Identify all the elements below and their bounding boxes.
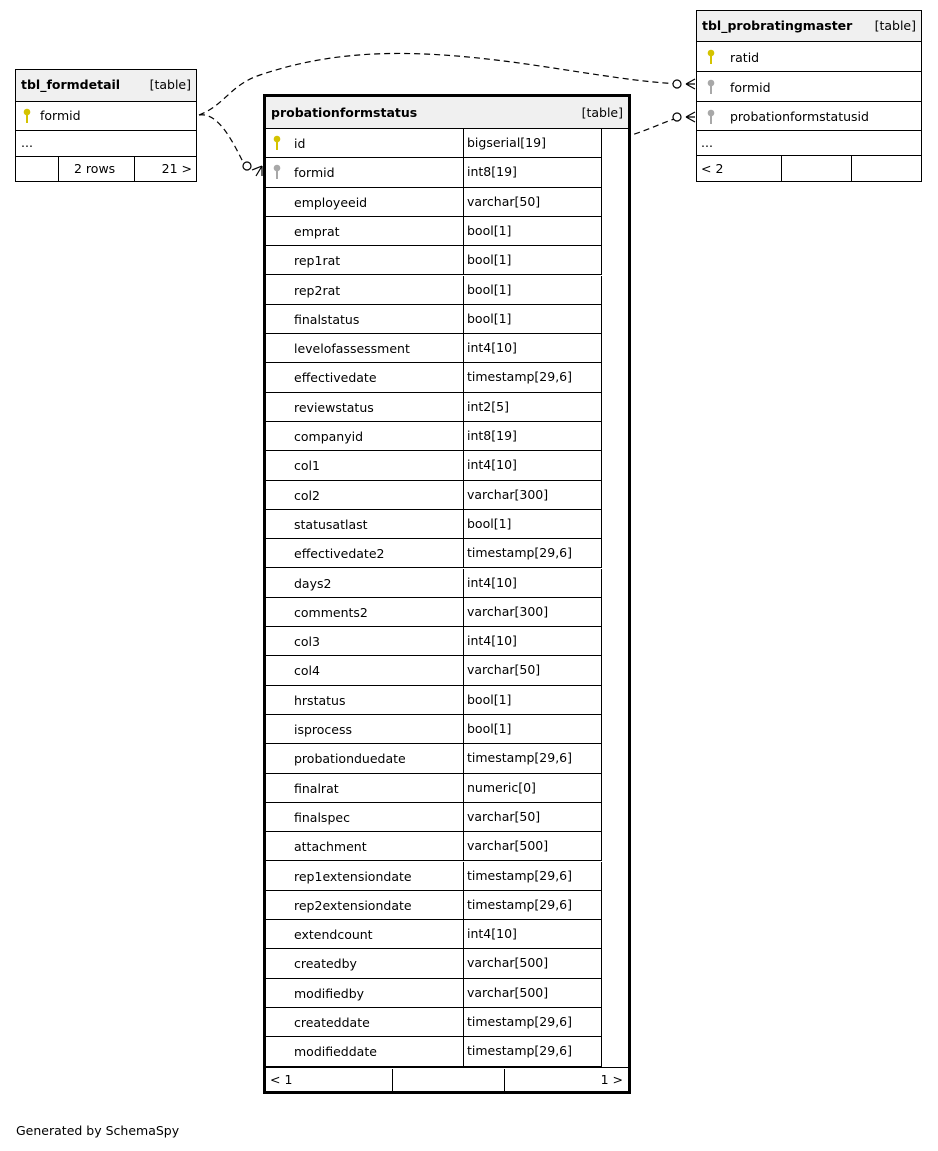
column-type: int4[10]: [467, 340, 517, 356]
column-row[interactable]: [697, 72, 921, 102]
column-row[interactable]: [266, 422, 602, 451]
column-name: id: [294, 136, 306, 151]
column-type: timestamp[29,6]: [467, 1014, 573, 1029]
column-name: attachment: [294, 839, 367, 855]
column-row[interactable]: [266, 305, 602, 334]
column-divider: [463, 305, 464, 333]
column-type: bool[1]: [467, 252, 512, 268]
column-row[interactable]: [266, 832, 602, 861]
column-name: probationformstatusid: [730, 109, 869, 124]
column-name: emprat: [294, 223, 340, 239]
column-name: days2: [294, 575, 332, 591]
column-row[interactable]: [266, 481, 602, 510]
column-type: varchar[500]: [467, 984, 549, 1000]
footer-divider: [392, 1069, 393, 1091]
primary-key-icon: [272, 135, 282, 151]
column-type: timestamp[29,6]: [467, 750, 573, 766]
parents-count[interactable]: < 2: [701, 161, 724, 176]
column-row[interactable]: [266, 569, 602, 598]
column-row[interactable]: [266, 363, 602, 392]
column-divider: [463, 686, 464, 714]
column-divider: [463, 598, 464, 626]
column-name: effectivedate2: [294, 546, 385, 562]
column-divider: [463, 539, 464, 567]
column-type: varchar[500]: [467, 955, 549, 971]
column-type: int4[10]: [467, 633, 517, 649]
table-formdetail[interactable]: [15, 69, 197, 182]
table-kind: [table]: [149, 77, 191, 92]
column-name: formid: [40, 108, 81, 123]
column-type: varchar[50]: [467, 662, 541, 678]
foreign-key-icon: [272, 164, 282, 180]
column-name: col2: [294, 487, 320, 503]
column-row[interactable]: [266, 539, 602, 568]
column-divider: [463, 949, 464, 977]
ellipsis-row: [16, 131, 196, 157]
footer-divider: [504, 1069, 505, 1091]
ellipsis-row: [697, 131, 921, 156]
footer-divider: [781, 156, 782, 181]
column-row[interactable]: [266, 598, 602, 627]
children-count[interactable]: 21 >: [161, 161, 192, 176]
column-type: numeric[0]: [467, 779, 536, 795]
column-type: int8[19]: [467, 428, 517, 443]
column-row[interactable]: [266, 276, 602, 305]
table-header: [16, 70, 196, 102]
column-divider: [463, 569, 464, 597]
column-type: timestamp[29,6]: [467, 1043, 573, 1059]
footer-divider: [851, 156, 852, 181]
column-row[interactable]: [697, 42, 921, 72]
column-divider: [463, 422, 464, 450]
parents-count[interactable]: < 1: [270, 1072, 293, 1087]
column-type: bool[1]: [467, 515, 512, 531]
column-type: varchar[300]: [467, 486, 549, 502]
column-divider: [463, 832, 464, 860]
generated-by-label: Generated by SchemaSpy: [16, 1123, 180, 1138]
column-name: finalstatus: [294, 311, 360, 327]
column-name: companyid: [294, 429, 364, 444]
column-name: hrstatus: [294, 692, 346, 708]
table-name: tbl_probratingmaster: [702, 18, 853, 33]
column-divider: [463, 481, 464, 509]
column-divider: [463, 979, 464, 1007]
column-name: formid: [294, 165, 335, 181]
column-row[interactable]: [266, 949, 602, 978]
column-type: bool[1]: [467, 721, 512, 736]
foreign-key-icon: [706, 79, 716, 95]
column-name: statusatlast: [294, 516, 368, 532]
ellipsis: ...: [21, 135, 33, 150]
column-row[interactable]: [697, 102, 921, 131]
column-divider: [463, 510, 464, 538]
table-name: tbl_formdetail: [21, 77, 121, 92]
table-name: probationformstatus: [271, 105, 418, 120]
column-row[interactable]: [266, 891, 602, 920]
column-divider: [463, 744, 464, 772]
column-row[interactable]: [266, 744, 602, 773]
column-row[interactable]: [266, 217, 602, 246]
column-type: bool[1]: [467, 691, 512, 707]
table-kind: [table]: [874, 18, 916, 33]
column-row[interactable]: [266, 510, 602, 539]
column-divider: [463, 217, 464, 245]
primary-key-icon: [706, 49, 716, 65]
column-type: int4[10]: [467, 926, 517, 942]
column-divider: [463, 1008, 464, 1036]
column-type: bool[1]: [467, 222, 512, 238]
table-probratingmaster[interactable]: [696, 10, 922, 182]
column-divider: [463, 158, 464, 186]
column-row[interactable]: [266, 393, 602, 422]
column-type: int8[19]: [467, 164, 517, 180]
column-row[interactable]: [266, 656, 602, 685]
column-divider: [463, 129, 464, 157]
column-row[interactable]: [266, 158, 602, 187]
column-name: createddate: [294, 1015, 370, 1030]
edge-formdetail-to-main: [199, 115, 244, 164]
column-divider: [463, 920, 464, 948]
column-type: bigserial[19]: [467, 135, 546, 150]
column-row[interactable]: [266, 862, 602, 891]
column-name: modifiedby: [294, 985, 365, 1001]
column-type: bool[1]: [467, 281, 512, 297]
table-header: [266, 97, 628, 129]
column-divider: [463, 774, 464, 802]
column-type: timestamp[29,6]: [467, 369, 573, 385]
column-type: int4[10]: [467, 574, 517, 590]
column-row[interactable]: [266, 1037, 602, 1066]
column-row[interactable]: [266, 188, 602, 217]
column-type: timestamp[29,6]: [467, 896, 573, 912]
column-divider: [463, 393, 464, 421]
column-type: int2[5]: [467, 398, 509, 414]
column-row[interactable]: [266, 715, 602, 744]
column-type: int4[10]: [467, 457, 517, 473]
column-name: rep2extensiondate: [294, 897, 412, 913]
column-type: varchar[50]: [467, 193, 541, 209]
column-divider: [463, 276, 464, 304]
column-name: modifieddate: [294, 1044, 377, 1060]
column-name: isprocess: [294, 722, 353, 737]
column-name: extendcount: [294, 927, 373, 943]
footer-separator: [266, 1067, 628, 1068]
column-row[interactable]: [16, 102, 196, 131]
column-name: col3: [294, 634, 320, 650]
column-divider: [463, 891, 464, 919]
column-divider: [463, 363, 464, 391]
column-divider: [463, 334, 464, 362]
column-divider: [463, 188, 464, 216]
column-row[interactable]: [266, 627, 602, 656]
column-divider: [463, 627, 464, 655]
column-divider: [463, 803, 464, 831]
column-name: effectivedate: [294, 370, 377, 386]
column-row[interactable]: [266, 334, 602, 363]
column-name: reviewstatus: [294, 399, 374, 415]
column-name: finalrat: [294, 780, 339, 796]
column-name: comments2: [294, 604, 368, 620]
column-name: col1: [294, 458, 320, 474]
footer-divider: [58, 157, 59, 181]
column-row[interactable]: [266, 774, 602, 803]
column-row[interactable]: [266, 803, 602, 832]
column-type: varchar[300]: [467, 603, 549, 619]
column-row[interactable]: [266, 920, 602, 949]
column-name: rep1extensiondate: [294, 868, 412, 884]
table-kind: [table]: [581, 105, 623, 120]
column-type: varchar[500]: [467, 838, 549, 854]
column-name: probationduedate: [294, 751, 406, 767]
column-name: formid: [730, 80, 771, 95]
column-divider: [463, 451, 464, 479]
column-type: varchar[50]: [467, 808, 541, 824]
column-name: createdby: [294, 956, 357, 972]
column-row[interactable]: [266, 979, 602, 1008]
column-row[interactable]: [266, 451, 602, 480]
ellipsis: ...: [701, 135, 713, 150]
column-row[interactable]: [266, 246, 602, 275]
column-divider: [463, 246, 464, 274]
column-row[interactable]: [266, 1008, 602, 1037]
column-type: bool[1]: [467, 310, 512, 326]
column-divider: [463, 656, 464, 684]
column-name: ratid: [730, 50, 760, 65]
foreign-key-icon: [706, 109, 716, 125]
children-count[interactable]: 1 >: [600, 1072, 623, 1087]
table-probationformstatus[interactable]: [263, 94, 631, 1094]
table-header: [697, 11, 921, 42]
column-name: col4: [294, 663, 320, 679]
column-divider: [463, 715, 464, 743]
column-name: levelofassessment: [294, 341, 410, 357]
primary-key-icon: [22, 108, 32, 124]
column-type: timestamp[29,6]: [467, 867, 573, 883]
footer-divider: [134, 157, 135, 181]
column-name: rep2rat: [294, 282, 341, 298]
column-divider: [463, 862, 464, 890]
column-name: finalspec: [294, 809, 350, 825]
column-name: rep1rat: [294, 253, 341, 269]
column-type: timestamp[29,6]: [467, 545, 573, 561]
column-name: employeeid: [294, 194, 368, 210]
column-row[interactable]: [266, 686, 602, 715]
column-row[interactable]: [266, 129, 602, 158]
column-divider: [463, 1037, 464, 1065]
row-count: 2 rows: [74, 161, 116, 176]
